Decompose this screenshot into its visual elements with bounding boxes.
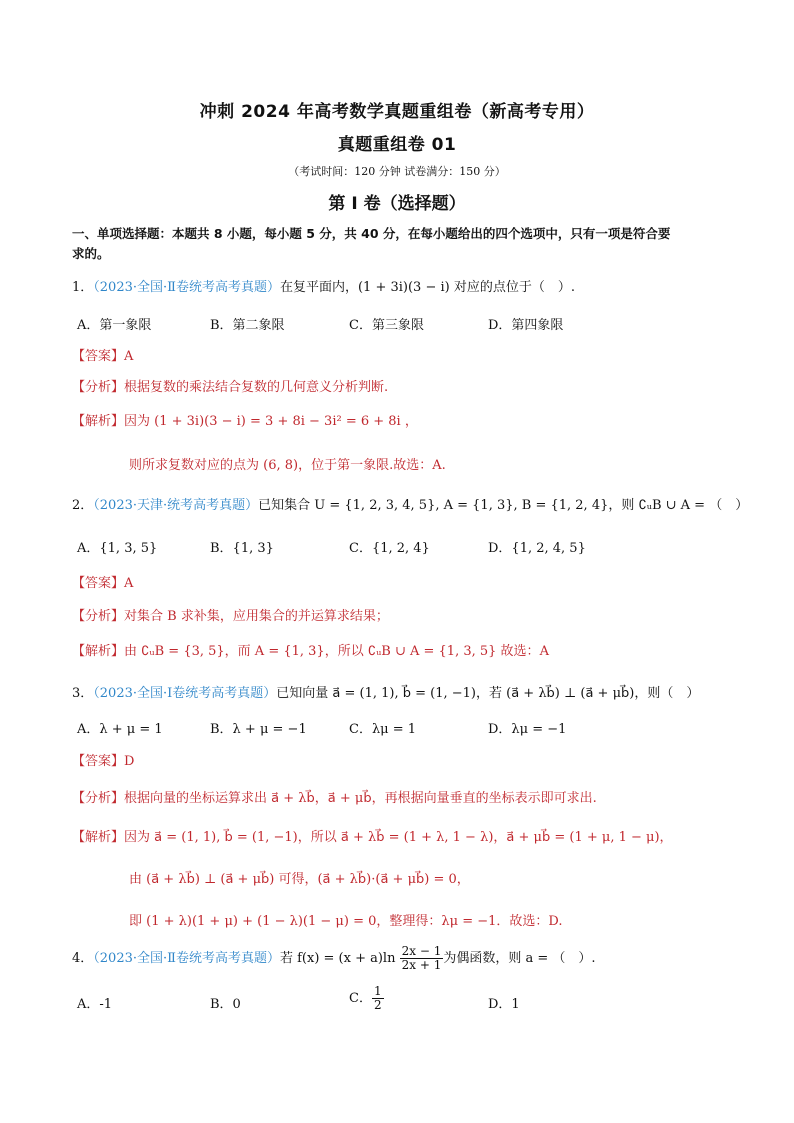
fraction-denominator: 2x + 1 (401, 958, 442, 972)
solution-line (72, 410, 418, 429)
option-b: B．{1, 3} (210, 541, 274, 556)
question-stem: 已知集合 U = {1, 2, 3, 4, 5}, A = {1, 3}, B = {1, 2, 4}，则 ∁ᵤB ∪ A = （ ） (258, 498, 749, 513)
analysis-label: 【分析】 (72, 380, 125, 395)
solution-text: 因为 (1 + 3i)(3 − i) = 3 + 8i − 3i² = 6 + 8i ， (124, 414, 418, 429)
answer-line (72, 345, 133, 364)
solution-text: 因为 a⃗ = (1, 1), b⃗ = (1, −1)，所以 a⃗ + λb⃗ = (1 + λ, 1 − λ)，a⃗ + μb⃗ = (1 + μ, 1 − μ)， (124, 830, 673, 845)
question-source: （2023·全国·Ⅰ卷统考高考真题） (93, 686, 277, 701)
question-stem: 若 f(x) = (x + a)ln (279, 951, 396, 966)
fraction-numerator: 1 (373, 984, 382, 998)
solution-line-3 (129, 910, 562, 929)
option-prefix: C． (349, 991, 372, 1006)
question-number: 4． (72, 951, 94, 966)
answer-value: A (124, 349, 134, 364)
instructions-line1: 一、单项选择题：本题共 8 小题，每小题 5 分，共 40 分，在每小题给出的四个选项中，只有一项是符合要 (72, 226, 671, 241)
question-stem: 在复平面内，(1 + 3i)(3 − i) 对应的点位于（ ）. (279, 280, 575, 295)
option-d: D．λμ = −1 (488, 722, 567, 737)
solution-label: 【解析】 (72, 644, 125, 659)
solution-line (72, 640, 549, 659)
solution-line (72, 826, 673, 845)
option-c: C．{1, 2, 4} (349, 541, 430, 556)
exam-note: （考试时间：120 分钟 试卷满分：150 分） (288, 165, 506, 178)
fraction-numerator: 2x − 1 (401, 944, 442, 958)
question-1 (72, 276, 575, 295)
solution-line-2 (129, 454, 446, 473)
option-a: A．λ + μ = 1 (77, 722, 163, 737)
option-b: B．第二象限 (210, 318, 285, 333)
solution-choice: A (539, 644, 549, 659)
fraction (400, 945, 444, 972)
fraction (372, 985, 384, 1012)
answer-line (72, 572, 133, 591)
paper-subtitle: 真题重组卷 01 (337, 135, 457, 155)
solution-label: 【解析】 (72, 414, 125, 429)
question-source: （2023·天津·统考高考真题） (93, 498, 259, 513)
analysis-text: 对集合 B 求补集，应用集合的并运算求结果； (124, 609, 389, 624)
answer-line (72, 750, 134, 769)
paper-title: 冲刺 2024 年高考数学真题重组卷（新高考专用） (199, 102, 595, 122)
solution-label: 【解析】 (72, 830, 125, 845)
question-source: （2023·全国·Ⅱ卷统考高考真题） (93, 951, 280, 966)
question-3 (72, 682, 699, 701)
instructions-line2: 求的。 (72, 246, 110, 261)
solution-text: 即 (1 + λ)(1 + μ) + (1 − λ)(1 − μ) = 0，整理得：λμ = −1．故选： (129, 914, 549, 929)
analysis-line (72, 605, 389, 624)
solution-text: 则所求复数对应的点为 (6, 8)，位于第一象限.故选： (129, 458, 433, 473)
question-number: 2． (72, 498, 94, 513)
analysis-line (72, 376, 388, 395)
question-source: （2023·全国·Ⅱ卷统考高考真题） (93, 280, 280, 295)
analysis-label: 【分析】 (72, 609, 125, 624)
answer-label: 【答案】 (72, 754, 125, 769)
answer-value: D (124, 754, 135, 769)
option-d: D．第四象限 (488, 318, 564, 333)
question-number: 1． (72, 280, 94, 295)
option-c (349, 985, 384, 1012)
option-c: C．第三象限 (349, 318, 424, 333)
solution-choice: A. (432, 458, 446, 473)
answer-label: 【答案】 (72, 576, 125, 591)
analysis-text: 根据向量的坐标运算求出 a⃗ + λb⃗，a⃗ + μb⃗，再根据向量垂直的坐标表示即可求出. (124, 791, 597, 806)
question-4 (72, 945, 596, 972)
analysis-text: 根据复数的乘法结合复数的几何意义分析判断. (124, 380, 389, 395)
fraction-denominator: 2 (373, 998, 382, 1012)
option-c: C．λμ = 1 (349, 722, 417, 737)
analysis-line (72, 787, 597, 806)
option-b: B．λ + μ = −1 (210, 722, 307, 737)
answer-label: 【答案】 (72, 349, 125, 364)
option-b: B．0 (210, 997, 241, 1012)
answer-value: A (124, 576, 134, 591)
option-d: D．1 (488, 997, 520, 1012)
option-a: A．{1, 3, 5} (77, 541, 158, 556)
question-stem-end: 为偶函数，则 a = （ ）. (443, 951, 596, 966)
option-a: A．第一象限 (77, 318, 152, 333)
question-stem: 已知向量 a⃗ = (1, 1), b⃗ = (1, −1)，若 (a⃗ + λb⃗) ⊥ (a⃗ + μb⃗)，则（ ） (276, 686, 700, 701)
solution-text: 由 ∁ᵤB = {3, 5}，而 A = {1, 3}，所以 ∁ᵤB ∪ A = {1, 3, 5} 故选： (124, 644, 540, 659)
solution-choice: D. (548, 914, 563, 929)
option-d: D．{1, 2, 4, 5} (488, 541, 586, 556)
option-a: A．-1 (77, 997, 113, 1012)
analysis-label: 【分析】 (72, 791, 125, 806)
section-title: 第 I 卷（选择题） (328, 194, 466, 214)
solution-line-2: 由 (a⃗ + λb⃗) ⊥ (a⃗ + μb⃗) 可得，(a⃗ + λb⃗)·(a⃗ + μb⃗) = 0， (129, 872, 470, 887)
question-2 (72, 494, 748, 513)
question-number: 3． (72, 686, 94, 701)
